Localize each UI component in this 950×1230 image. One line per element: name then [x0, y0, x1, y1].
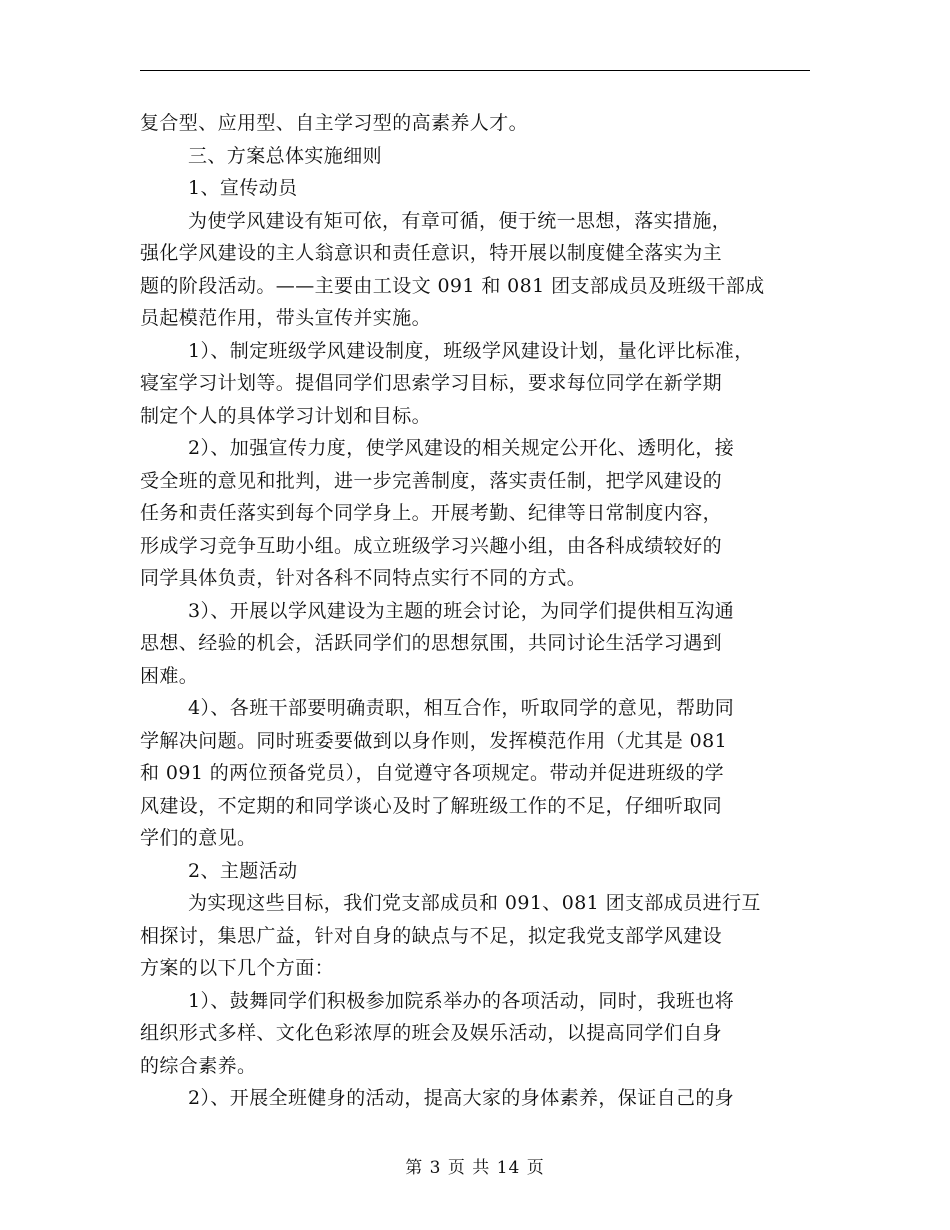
text-line: 形成学习竞争互助小组。成立班级学习兴趣小组，由各科成绩较好的 [140, 534, 723, 557]
text-line: 2、主题活动 [188, 859, 298, 882]
text-line: 寝室学习计划等。提倡同学们思索学习目标，要求每位同学在新学期 [140, 372, 723, 394]
text-line: 为使学风建设有矩可依，有章可循，便于统一思想，落实措施， [188, 209, 732, 232]
text-line: 2）、加强宣传力度，使学风建设的相关规定公开化、透明化，接 [188, 437, 735, 459]
text-line: 受全班的意见和批判，进一步完善制度，落实责任制，把学风建设的 [140, 469, 723, 492]
text-line: 组织形式多样、文化色彩浓厚的班会及娱乐活动，以提高同学们自身 [140, 1022, 723, 1044]
text-line: 制定个人的具体学习计划和目标。 [140, 404, 432, 427]
text-line: 1）、鼓舞同学们积极参加院系举办的各项活动，同时，我班也将 [188, 989, 735, 1012]
text-line: 和 091 的两位预备党员），自觉遵守各项规定。带动并促进班级的学 [140, 762, 725, 784]
text-line: 为实现这些目标，我们党支部成员和 091、081 团支部成员进行互 [188, 892, 761, 914]
text-line: 3）、开展以学风建设为主题的班会讨论，为同学们提供相互沟通 [188, 599, 735, 622]
text-line: 困难。 [140, 664, 199, 687]
text-line: 强化学风建设的主人翁意识和责任意识，特开展以制度健全落实为主 [140, 242, 723, 264]
page-footer: 第 3 页 共 14 页 [405, 1158, 545, 1178]
text-line: 三、方案总体实施细则 [188, 144, 383, 167]
text-line: 题的阶段活动。——主要由工设文 091 和 081 团支部成员及班级干部成 [140, 274, 765, 297]
document-body [140, 107, 812, 1115]
text-line: 学解决问题。同时班委要做到以身作则，发挥模范作用（尤其是 081 [140, 729, 728, 752]
text-line: 任务和责任落实到每个同学身上。开展考勤、纪律等日常制度内容， [140, 502, 723, 524]
text-line: 2）、开展全班健身的活动，提高大家的身体素养，保证自己的身 [188, 1087, 735, 1109]
text-line: 同学具体负责，针对各科不同特点实行不同的方式。 [140, 567, 587, 589]
text-line: 相探讨，集思广益，针对自身的缺点与不足，拟定我党支部学风建设 [140, 924, 723, 947]
header-rule [140, 70, 810, 71]
text-line: 1）、制定班级学风建设制度，班级学风建设计划，量化评比标准， [188, 339, 754, 362]
text-line: 风建设，不定期的和同学谈心及时了解班级工作的不足，仔细听取同 [140, 794, 723, 817]
text-line: 员起模范作用，带头宣传并实施。 [140, 307, 432, 329]
text-line: 4）、各班干部要明确责职，相互合作，听取同学的意见，帮助同 [188, 697, 735, 719]
text-line: 思想、经验的机会，活跃同学们的思想氛围，共同讨论生活学习遇到 [140, 632, 723, 654]
text-line: 复合型、应用型、自主学习型的高素养人才。 [140, 112, 529, 134]
text-line: 学们的意见。 [140, 827, 257, 849]
text-line: 1、宣传动员 [188, 177, 298, 199]
text-line: 方案的以下几个方面： [140, 957, 335, 979]
text-line: 的综合素养。 [140, 1054, 257, 1077]
